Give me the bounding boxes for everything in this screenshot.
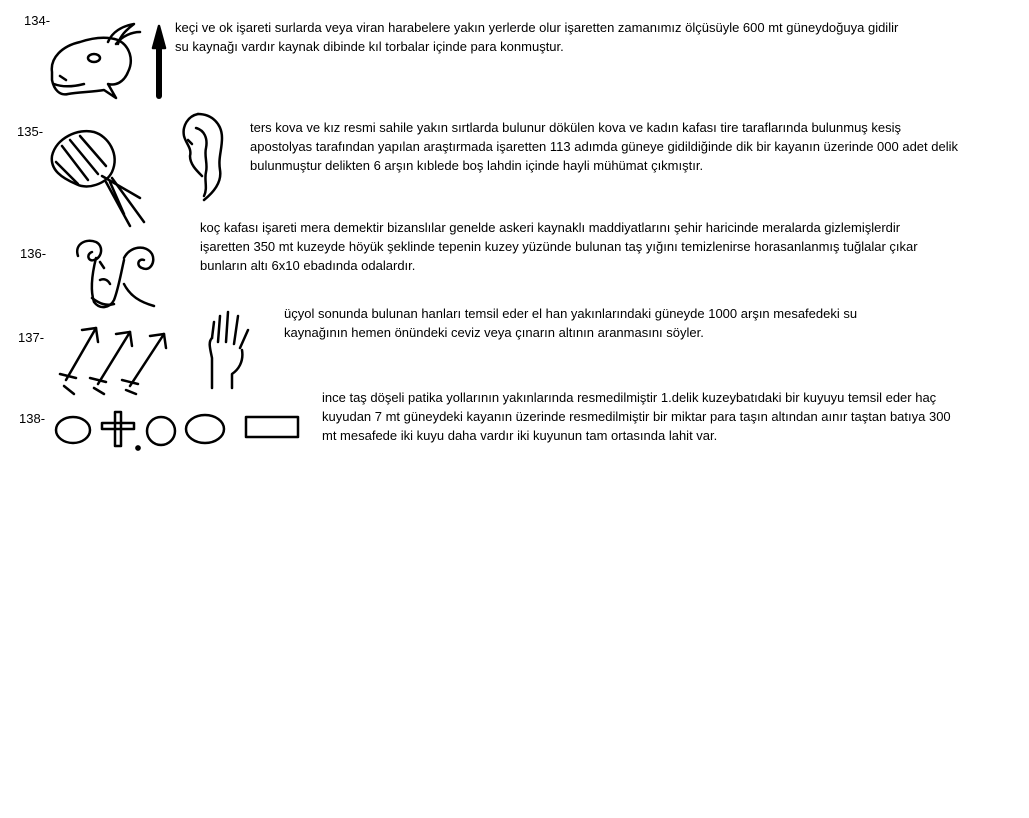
entry-text: ince taş döşeli patika yollarının yakınlarında resmedilmiştir 1.delik kuzeybatıdaki bir kuyuyu temsil eder haç kuyudan 7 mt güneydeki kayanın üzerinde resmedilmiştir bir miktar para taşın altından aınır taştan batıya 300 mt mesafede iki kuyu daha vardır iki kuyunun tam ortasında lahit var.	[322, 390, 951, 443]
entry-number: 135-	[17, 124, 44, 139]
circle-icon	[144, 414, 180, 448]
woman-head-icon	[178, 112, 228, 202]
arrow-up-icon	[150, 24, 168, 98]
three-arrows-icon	[60, 324, 172, 394]
entry-number: 136-	[20, 246, 47, 261]
entry-number: 138-	[19, 411, 46, 426]
entry-text: üçyol sonunda bulunan hanları temsil eder el han yakınlarındaki güneyde 1000 arşın mesafedeki su kaynağının hemen önündeki ceviz veya çınarın altının aranmasını söyler.	[284, 306, 858, 340]
ram-head-icon	[70, 238, 160, 314]
entry-number: 134-	[24, 13, 51, 28]
circle-icon	[184, 412, 228, 446]
entry-text: ters kova ve kız resmi sahile yakın sırtlarda bulunur dökülen kova ve kadın kafası tire taraflarında bulunmuş kesiş apostolyas tarafından yapılan araştırmada işaretten 113 adımda güneye gidildiğinde dik bir kayanın üzerinde 000 adet delik bulunmuştur delikten 6 arşın kıblede boş lahdin içinde hayli mühümat çıkmıştır.	[250, 120, 958, 173]
rectangle-icon	[242, 414, 302, 440]
entry-number: 137-	[18, 330, 45, 345]
cross-icon	[100, 410, 136, 448]
circle-icon	[54, 414, 94, 446]
dot-icon	[135, 445, 141, 451]
entry-text: koç kafası işareti mera demektir bizanslılar genelde askeri kaynaklı maddiyatlarını şehir haricinde meralarda gizlemişlerdir işaretten 350 mt kuzeyde höyük şeklinde tepenin kuzey yüzünde bulunan taş yığını temizlenirse horasanlanmış tuğlalar çıkar bunların altı 6x10 ebadında odalardır.	[200, 220, 918, 273]
entry-text: keçi ve ok işareti surlarda veya viran harabelere yakın yerlerde olur işaretten zamanımız ölçüsüyle 600 mt güneydoğuya gidilir su kaynağı vardır kaynak dibinde kıl torbalar içinde para konmuştur.	[175, 20, 899, 54]
hand-icon	[204, 308, 256, 390]
goat-head-icon	[46, 20, 141, 100]
inverted-bucket-icon	[48, 126, 148, 230]
